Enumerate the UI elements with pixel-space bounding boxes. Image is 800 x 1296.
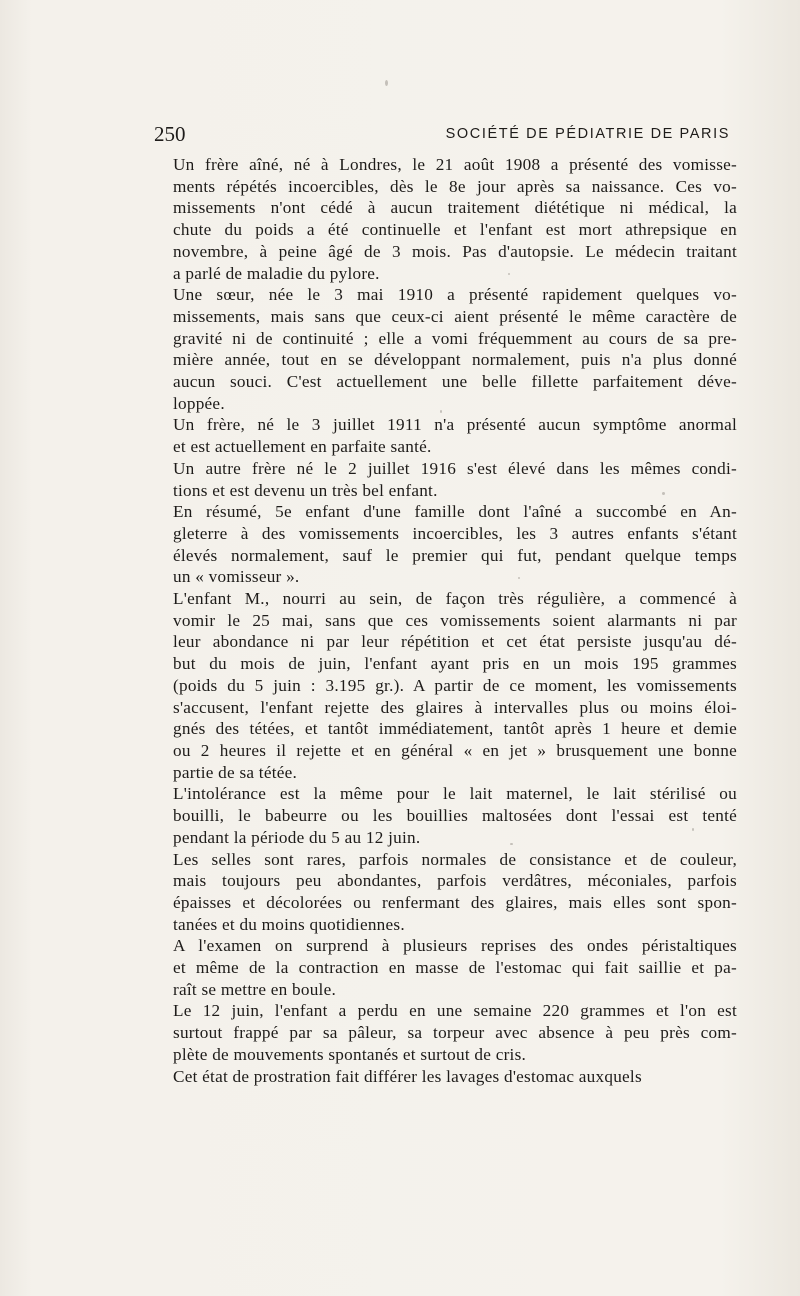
text-line: gleterre à des vomissements incoercibles, les 3 autres enfants s'étant <box>173 523 737 543</box>
paragraph <box>154 284 737 414</box>
text-line: raît se mettre en boule. <box>173 979 337 999</box>
text-line: novembre, à peine âgé de 3 mois. Pas d'autopsie. Le médecin traitant <box>173 241 737 261</box>
text-line: mière année, tout en se développant normalement, puis n'a plus donné <box>173 350 737 370</box>
paragraph <box>154 935 737 1000</box>
text-line: et même de la contraction en masse de l'estomac qui fait saillie et pa- <box>173 958 737 978</box>
text-line: Cet état de prostration fait différer les lavages d'estomac auxquels <box>173 1066 642 1086</box>
text-line: Un frère, né le 3 juillet 1911 n'a présenté aucun symptôme anormal <box>173 415 737 435</box>
paragraph <box>154 1066 737 1088</box>
body-text <box>154 154 737 1087</box>
text-line: but du mois de juin, l'enfant ayant pris en un mois 195 grammes <box>173 654 737 674</box>
text-line: et est actuellement en parfaite santé. <box>173 437 432 457</box>
text-line: gravité ni de continuité ; elle a vomi fréquemment au cours de sa pre- <box>173 328 737 348</box>
text-line: partie de sa tétée. <box>173 762 298 782</box>
paragraph <box>154 501 737 588</box>
text-line: En résumé, 5e enfant d'une famille dont l'aîné a succombé en An- <box>173 502 737 522</box>
text-line: tanées et du moins quotidiennes. <box>173 914 405 934</box>
text-line: chute du poids a été continuelle et l'enfant est mort athrepsique en <box>173 220 737 240</box>
text-line: pendant la période du 5 au 12 juin. <box>173 827 421 847</box>
text-line: un « vomisseur ». <box>173 567 300 587</box>
text-line: ou 2 heures il rejette et en général « en jet » brusquement une bonne <box>173 740 737 760</box>
text-line: loppée. <box>173 393 225 413</box>
text-line: Les selles sont rares, parfois normales de consistance et de couleur, <box>173 849 737 869</box>
text-line: plète de mouvements spontanés et surtout de cris. <box>173 1044 527 1064</box>
text-line: aucun souci. C'est actuellement une belle fillette parfaitement déve- <box>173 372 737 392</box>
text-line: missements n'ont cédé à aucun traitement diététique ni médical, la <box>173 198 737 218</box>
text-line: élevés normalement, sauf le premier qui fut, pendant quelque temps <box>173 545 737 565</box>
text-line: épaisses et décolorées ou renfermant des glaires, mais elles sont spon- <box>173 892 737 912</box>
paragraph <box>154 783 737 848</box>
text-line: leur abondance ni par leur répétition et cet état persiste jusqu'au dé- <box>173 632 737 652</box>
text-line: mais toujours peu abondantes, parfois verdâtres, méconiales, parfois <box>173 871 737 891</box>
page-header <box>154 122 730 144</box>
text-line: bouilli, le babeurre ou les bouillies maltosées dont l'essai est tenté <box>173 806 737 826</box>
paragraph <box>154 414 737 457</box>
text-line: surtout frappé par sa pâleur, sa torpeur avec absence à peu près com- <box>173 1023 737 1043</box>
text-line: a parlé de maladie du pylore. <box>173 263 380 283</box>
text-line: Un autre frère né le 2 juillet 1916 s'est élevé dans les mêmes condi- <box>173 458 737 478</box>
text-line: Un frère aîné, né à Londres, le 21 août 1908 a présenté des vomisse- <box>173 155 737 174</box>
text-line: Une sœur, née le 3 mai 1910 a présenté rapidement quelques vo- <box>173 285 737 305</box>
page-number: 250 <box>154 122 186 146</box>
text-line: tions et est devenu un très bel enfant. <box>173 480 438 500</box>
running-title: SOCIÉTÉ DE PÉDIATRIE DE PARIS <box>445 126 730 142</box>
text-line: L'intolérance est la même pour le lait maternel, le lait stérilisé ou <box>173 784 737 804</box>
text-line: ments répétés incoercibles, dès le 8e jour après sa naissance. Ces vo- <box>173 176 737 196</box>
text-line: vomir le 25 mai, sans que ces vomissements soient alarmants ni par <box>173 610 737 630</box>
text-line: A l'examen on surprend à plusieurs reprises des ondes péristaltiques <box>173 936 737 956</box>
text-line: (poids du 5 juin : 3.195 gr.). A partir de ce moment, les vomissements <box>173 675 737 695</box>
paragraph <box>154 458 737 501</box>
text-line: missements, mais sans que ceux-ci aient présenté le même caractère de <box>173 306 737 326</box>
text-line: s'accusent, l'enfant rejette des glaires à intervalles plus ou moins éloi- <box>173 697 737 717</box>
paragraph <box>154 154 737 284</box>
paragraph <box>154 1000 737 1065</box>
paragraph <box>154 588 737 783</box>
paragraph <box>154 849 737 936</box>
text-line: L'enfant M., nourri au sein, de façon très régulière, a commencé à <box>173 589 737 609</box>
text-line: Le 12 juin, l'enfant a perdu en une semaine 220 grammes et l'on est <box>173 1001 737 1021</box>
text-line: gnés des tétées, et tantôt immédiatement, tantôt après 1 heure et demie <box>173 719 737 739</box>
